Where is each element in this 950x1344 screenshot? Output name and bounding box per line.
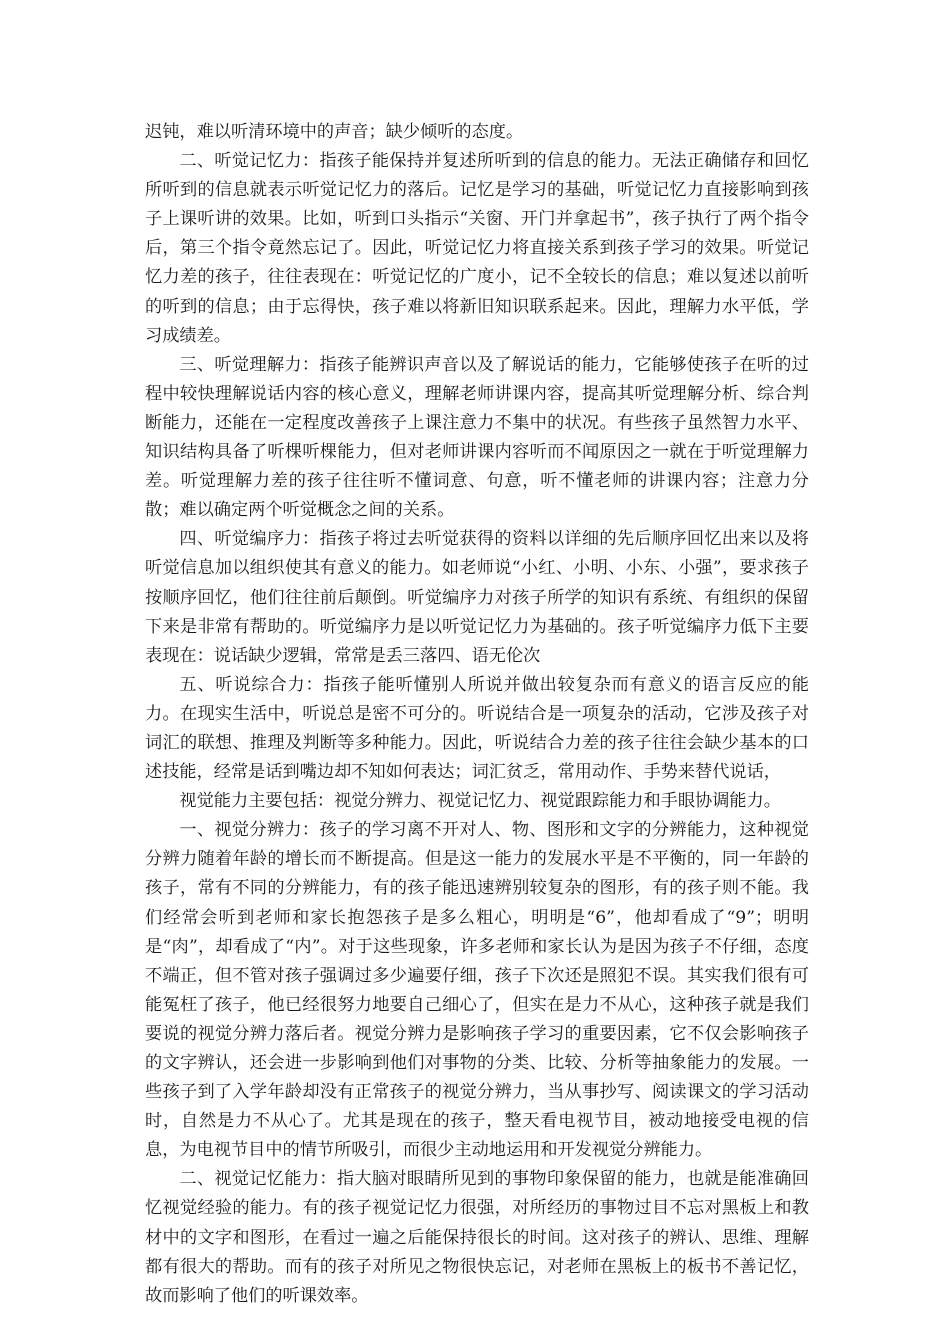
paragraph-auditory-sequencing: 四、听觉编序力：指孩子将过去听觉获得的资料以详细的先后顺序回忆出来以及将听觉信息加以组织使其有意义的能力。如老师说“小红、小明、小东、小强”，要求孩子按顺序回忆，他们往往前后颠倒。听觉编序力对孩子所学的知识有系统、有组织的保留下来是非常有帮助的。听觉编序力是以听觉记忆力为基础的。孩子听觉编序力低下主要表现在：说话缺少逻辑，常常是丢三落四、语无伦次	[145, 529, 809, 666]
paragraph-visual-memory: 二、视觉记忆能力：指大脑对眼睛所见到的事物印象保留的能力，也就是能准确回忆视觉经验的能力。有的孩子视觉记忆力很强，对所经历的事物过目不忘对黑板上和教材中的文字和图形，在看过一遍之后能保持很长的时间。这对孩子的辨认、思维、理解都有很大的帮助。而有的孩子对所见之物很快忘记，对老师在黑板上的板书不善记忆，故而影响了他们的听课效率。	[145, 1169, 809, 1306]
paragraph-listening-speaking: 五、听说综合力：指孩子能听懂别人所说并做出较复杂而有意义的语言反应的能力。在现实生活中，听说总是密不可分的。听说结合是一项复杂的活动，它涉及孩子对词汇的联想、推理及判断等多种能力。因此，听说结合力差的孩子往往会缺少基本的口述技能，经常是话到嘴边却不知如何表达；词汇贫乏，常用动作、手势来替代说话，	[145, 674, 809, 783]
paragraph-auditory-memory: 二、听觉记忆力：指孩子能保持并复述所听到的信息的能力。无法正确储存和回忆所听到的信息就表示听觉记忆力的落后。记忆是学习的基础，听觉记忆力直接影响到孩子上课听讲的效果。比如，听到口头指示“关窗、开门并拿起书”，孩子执行了两个指令后，第三个指令竟然忘记了。因此，听觉记忆力将直接关系到孩子学习的效果。听觉记忆力差的孩子，往往表现在：听觉记忆的广度小，记不全较长的信息；难以复述以前听的听到的信息；由于忘得快，孩子难以将新旧知识联系起来。因此，理解力水平低，学习成绩差。	[145, 151, 809, 346]
document-body	[145, 118, 809, 1311]
paragraph-visual-discrimination: 一、视觉分辨力：孩子的学习离不开对人、物、图形和文字的分辨能力，这种视觉分辨力随着年龄的增长而不断提高。但是这一能力的发展水平是不平衡的，同一年龄的孩子，常有不同的分辨能力，有的孩子能迅速辨别较复杂的图形，有的孩子则不能。我们经常会听到老师和家长抱怨孩子是多么粗心，明明是“6”，他却看成了“9”；明明是“肉”，却看成了“内”。对于这些现象，许多老师和家长认为是因为孩子不仔细，态度不端正，但不管对孩子强调过多少遍要仔细，孩子下次还是照犯不误。其实我们很有可能冤枉了孩子，他已经很努力地要自己细心了，但实在是力不从心，这种孩子就是我们要说的视觉分辨力落后者。视觉分辨力是影响孩子学习的重要因素，它不仅会影响孩子的文字辨认，还会进一步影响到他们对事物的分类、比较、分析等抽象能力的发展。一些孩子到了入学年龄却没有正常孩子的视觉分辨力，当从事抄写、阅读课文的学习活动时，自然是力不从心了。尤其是现在的孩子，整天看电视节目，被动地接受电视的信息，为电视节目中的情节所吸引，而很少主动地运用和开发视觉分辨能力。	[145, 820, 809, 1161]
paragraph-auditory-comprehension: 三、听觉理解力：指孩子能辨识声音以及了解说话的能力，它能够使孩子在听的过程中较快理解说话内容的核心意义，理解老师讲课内容，提高其听觉理解分析、综合判断能力，还能在一定程度改善孩子上课注意力不集中的状况。有些孩子虽然智力水平、知识结构具备了听棵听棵能力，但对老师讲课内容听而不闻原因之一就在于听觉理解力差。听觉理解力差的孩子往往听不懂词意、句意，听不懂老师的讲课内容；注意力分散；难以确定两个听觉概念之间的关系。	[145, 354, 809, 521]
paragraph-continued: 迟钝，难以听清环境中的声音；缺少倾听的态度。	[145, 122, 524, 142]
paragraph-visual-intro: 视觉能力主要包括：视觉分辨力、视觉记忆力、视觉跟踪能力和手眼协调能力。	[179, 791, 781, 812]
